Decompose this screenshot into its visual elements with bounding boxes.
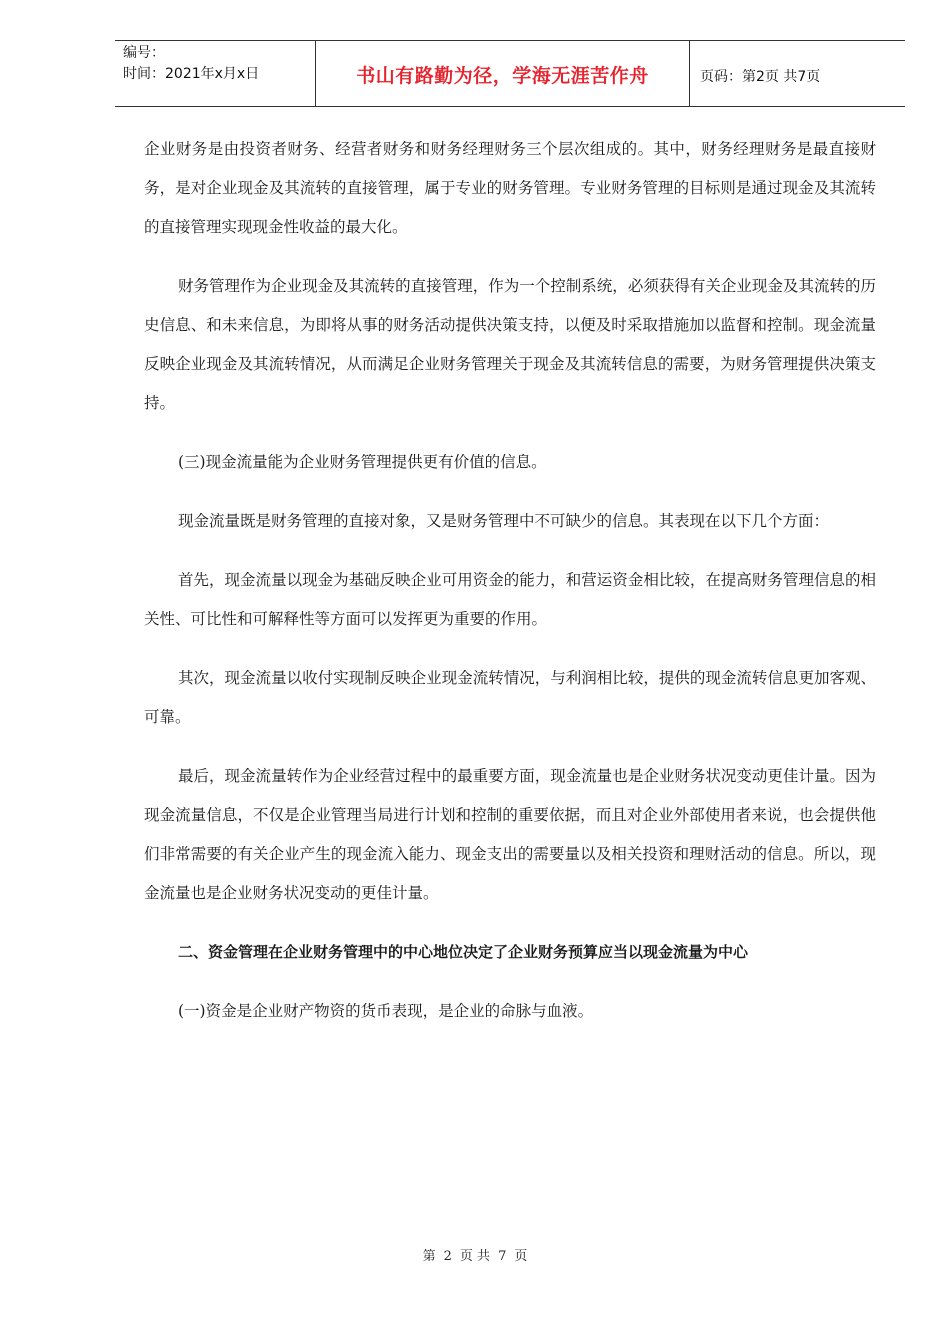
- document-body: [144, 130, 876, 1031]
- footer-page-total: 7: [498, 1249, 507, 1264]
- serial-number-label: 编号：: [123, 45, 165, 61]
- footer-suffix: 页: [514, 1249, 528, 1264]
- body-paragraph: 首先，现金流量以现金为基础反映企业可用资金的能力，和营运资金相比较，在提高财务管理信息的相关性、可比性和可解释性等方面可以发挥更为重要的作用。: [144, 571, 876, 628]
- body-paragraph: 企业财务是由投资者财务、经营者财务和财务经理财务三个层次组成的。其中，财务经理财务是最直接财务，是对企业现金及其流转的直接管理，属于专业的财务管理。专业财务管理的目标则是通过现金及其流转的直接管理实现现金性收益的最大化。: [144, 140, 876, 236]
- section-heading: 二、资金管理在企业财务管理中的中心地位决定了企业财务预算应当以现金流量为中心: [178, 943, 749, 961]
- body-paragraph: 现金流量既是财务管理的直接对象，又是财务管理中不可缺少的信息。其表现在以下几个方面：: [178, 512, 830, 530]
- body-paragraph: 最后，现金流量转作为企业经营过程中的最重要方面，现金流量也是企业财务状况变动更佳计量。因为现金流量信息，不仅是企业管理当局进行计划和控制的重要依据，而且对企业外部使用者来说，也会提供他们非常需要的有关企业产生的现金流入能力、现金支出的需要量以及相关投资和理财活动的信息。所以，现金流量也是企业财务状况变动的更佳计量。: [144, 767, 876, 902]
- header-motto: 书山有路勤为径，学海无涯苦作舟: [356, 65, 649, 87]
- body-paragraph: 财务管理作为企业现金及其流转的直接管理，作为一个控制系统，必须获得有关企业现金及其流转的历史信息、和未来信息，为即将从事的财务活动提供决策支持，以便及时采取措施加以监督和控制。现金流量反映企业现金及其流转情况，从而满足企业财务管理关于现金及其流转信息的需要，为财务管理提供决策支持。: [144, 277, 876, 412]
- date-label: 时间：2021年x月x日: [123, 66, 260, 82]
- header-meta: [123, 43, 259, 85]
- page-footer: [0, 1245, 950, 1264]
- body-paragraph: 其次，现金流量以收付实现制反映企业现金流转情况，与利润相比较，提供的现金流转信息更加客观、可靠。: [144, 669, 876, 726]
- header-page-info: 页码：第2页 共7页: [700, 69, 821, 85]
- section-subheading: (三)现金流量能为企业财务管理提供更有价值的信息。: [178, 453, 547, 471]
- footer-mid: 页 共: [459, 1249, 491, 1264]
- section-subheading: (一)资金是企业财产物资的货币表现，是企业的命脉与血液。: [178, 1002, 594, 1020]
- page-header: [115, 40, 905, 107]
- footer-prefix: 第: [422, 1249, 436, 1264]
- header-divider: [689, 41, 690, 106]
- footer-page-current: 2: [443, 1249, 452, 1264]
